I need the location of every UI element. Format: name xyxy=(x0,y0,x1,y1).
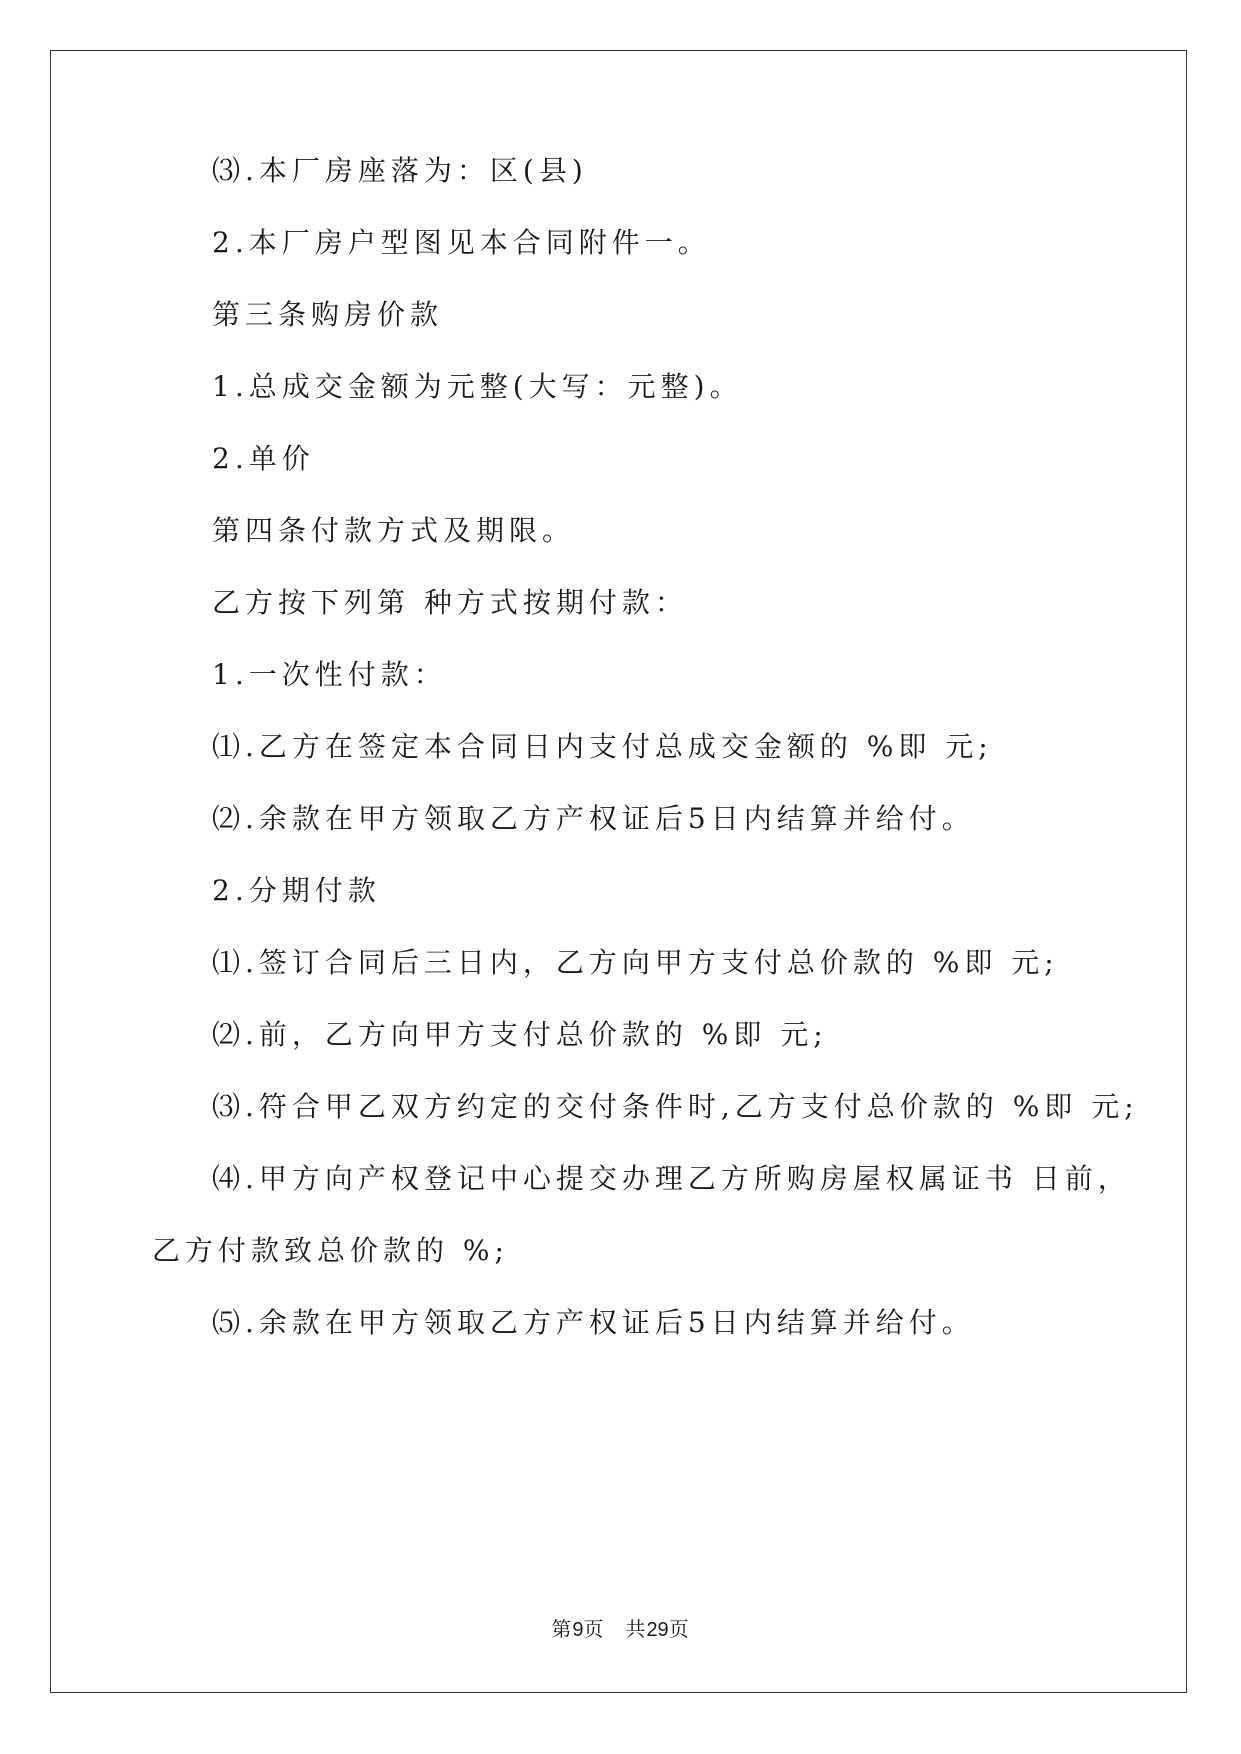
page-footer xyxy=(0,1617,1241,1642)
text-line: 乙方按下列第 种方式按期付款： xyxy=(212,586,688,619)
footer-suffix: 页 xyxy=(668,1617,690,1641)
section-heading: 第四条付款方式及期限。 xyxy=(212,514,576,547)
footer-page-number: 9 xyxy=(572,1619,584,1641)
text-line: 2.分期付款 xyxy=(212,874,381,907)
text-line: ⑵.余款在甲方领取乙方产权证后5日内结算并给付。 xyxy=(212,802,975,835)
text-line: ⑶.本厂房座落为：区(县) xyxy=(212,154,588,187)
text-line: ⑴.乙方在签定本合同日内支付总成交金额的 %即 元; xyxy=(212,730,993,763)
text-line: 乙方付款致总价款的 %; xyxy=(152,1234,509,1267)
section-heading: 第三条购房价款 xyxy=(212,298,444,331)
text-line: 2.本厂房户型图见本合同附件一。 xyxy=(212,226,711,259)
footer-prefix: 第 xyxy=(551,1617,573,1641)
footer-total-pages: 29 xyxy=(646,1619,669,1641)
text-line: ⑸.余款在甲方领取乙方产权证后5日内结算并给付。 xyxy=(212,1306,975,1339)
text-line: ⑵.前，乙方向甲方支付总价款的 %即 元; xyxy=(212,1018,828,1051)
text-line: 1.总成交金额为元整(大写：元整)。 xyxy=(212,370,743,403)
text-line: 2.单价 xyxy=(212,442,315,475)
text-line: 1.一次性付款： xyxy=(212,658,447,691)
text-line: ⑶.符合甲乙双方约定的交付条件时,乙方支付总价款的 %即 元; xyxy=(212,1090,1139,1123)
text-line: ⑷.甲方向产权登记中心提交办理乙方所购房屋权属证书 日前， xyxy=(212,1162,1131,1195)
footer-middle: 页 共 xyxy=(583,1617,647,1641)
text-line: ⑴.签订合同后三日内，乙方向甲方支付总价款的 %即 元; xyxy=(212,946,1059,979)
